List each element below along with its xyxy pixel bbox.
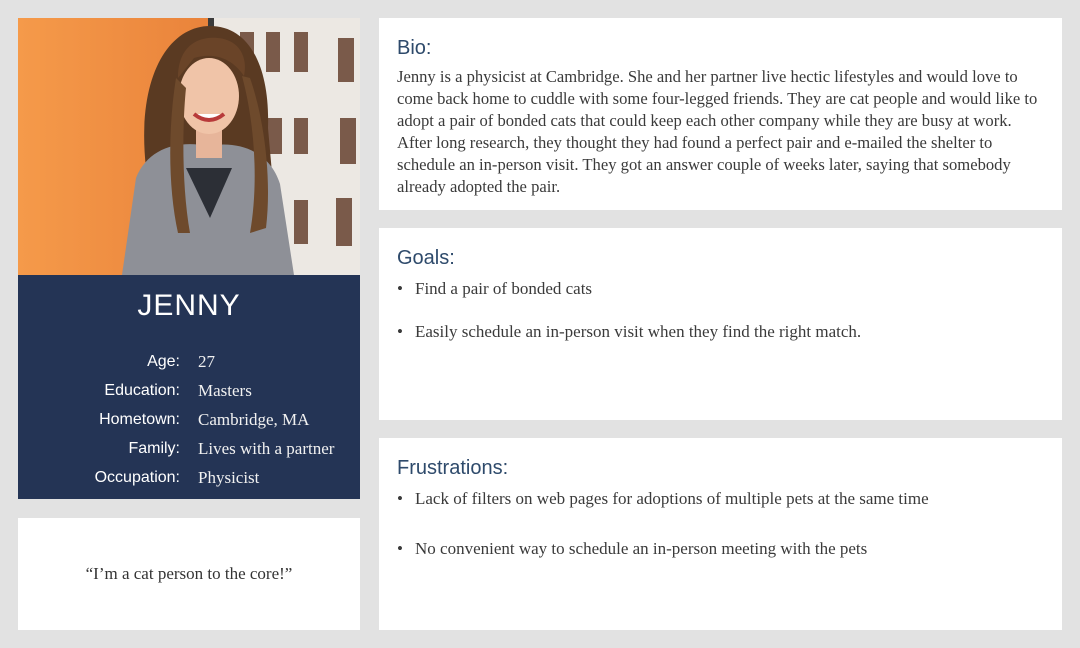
goals-title: Goals: [397,247,455,269]
attribute-list [18,347,360,492]
attribute-value: Physicist [198,467,260,487]
persona-quote: “I’m a cat person to the core!” [85,564,293,583]
list-item: • Find a pair of bonded cats [397,278,1044,300]
attribute-hometown [18,405,360,434]
attribute-value: Masters [198,380,252,400]
persona-photo [18,18,360,275]
attribute-occupation [18,463,360,492]
quote-card [18,518,360,630]
goals-section [379,228,1062,420]
attribute-label: Education: [104,381,180,399]
bio-section [379,18,1062,210]
bio-title: Bio: [397,37,432,59]
bio-text: Jenny is a physicist at Cambridge. She and her partner live hectic lifestyles and would love to come back home to cuddle with some four-legged friends. They are cat people and would like to adopt a pair of bonded cats that could keep each other company while they are busy at work. After long research, they thought they had found a perfect pair and e-mailed the shelter to schedule an in-person visit. They got an answer couple of weeks later, saying that somebody already adopted the pair. [397,67,1038,196]
attribute-label: Occupation: [94,468,180,486]
frustrations-title: Frustrations: [397,457,509,479]
attribute-value: Lives with a partner [198,438,335,458]
list-item: • Lack of filters on web pages for adoptions of multiple pets at the same time [397,488,1044,510]
frustrations-list [397,488,1044,560]
list-item: • No convenient way to schedule an in-person meeting with the pets [397,538,1044,560]
attribute-label: Family: [128,439,180,457]
list-item: • Easily schedule an in-person visit when they find the right match. [397,321,1044,343]
attribute-education [18,376,360,405]
frustrations-section [379,438,1062,630]
persona-name: JENNY [137,289,241,322]
attribute-value: 27 [198,351,215,371]
attribute-label: Age: [147,352,180,370]
attribute-value: Cambridge, MA [198,409,310,429]
goals-list [397,278,1044,343]
profile-panel [18,275,360,499]
attribute-label: Hometown: [99,410,180,428]
attribute-family [18,434,360,463]
attribute-age [18,347,360,376]
